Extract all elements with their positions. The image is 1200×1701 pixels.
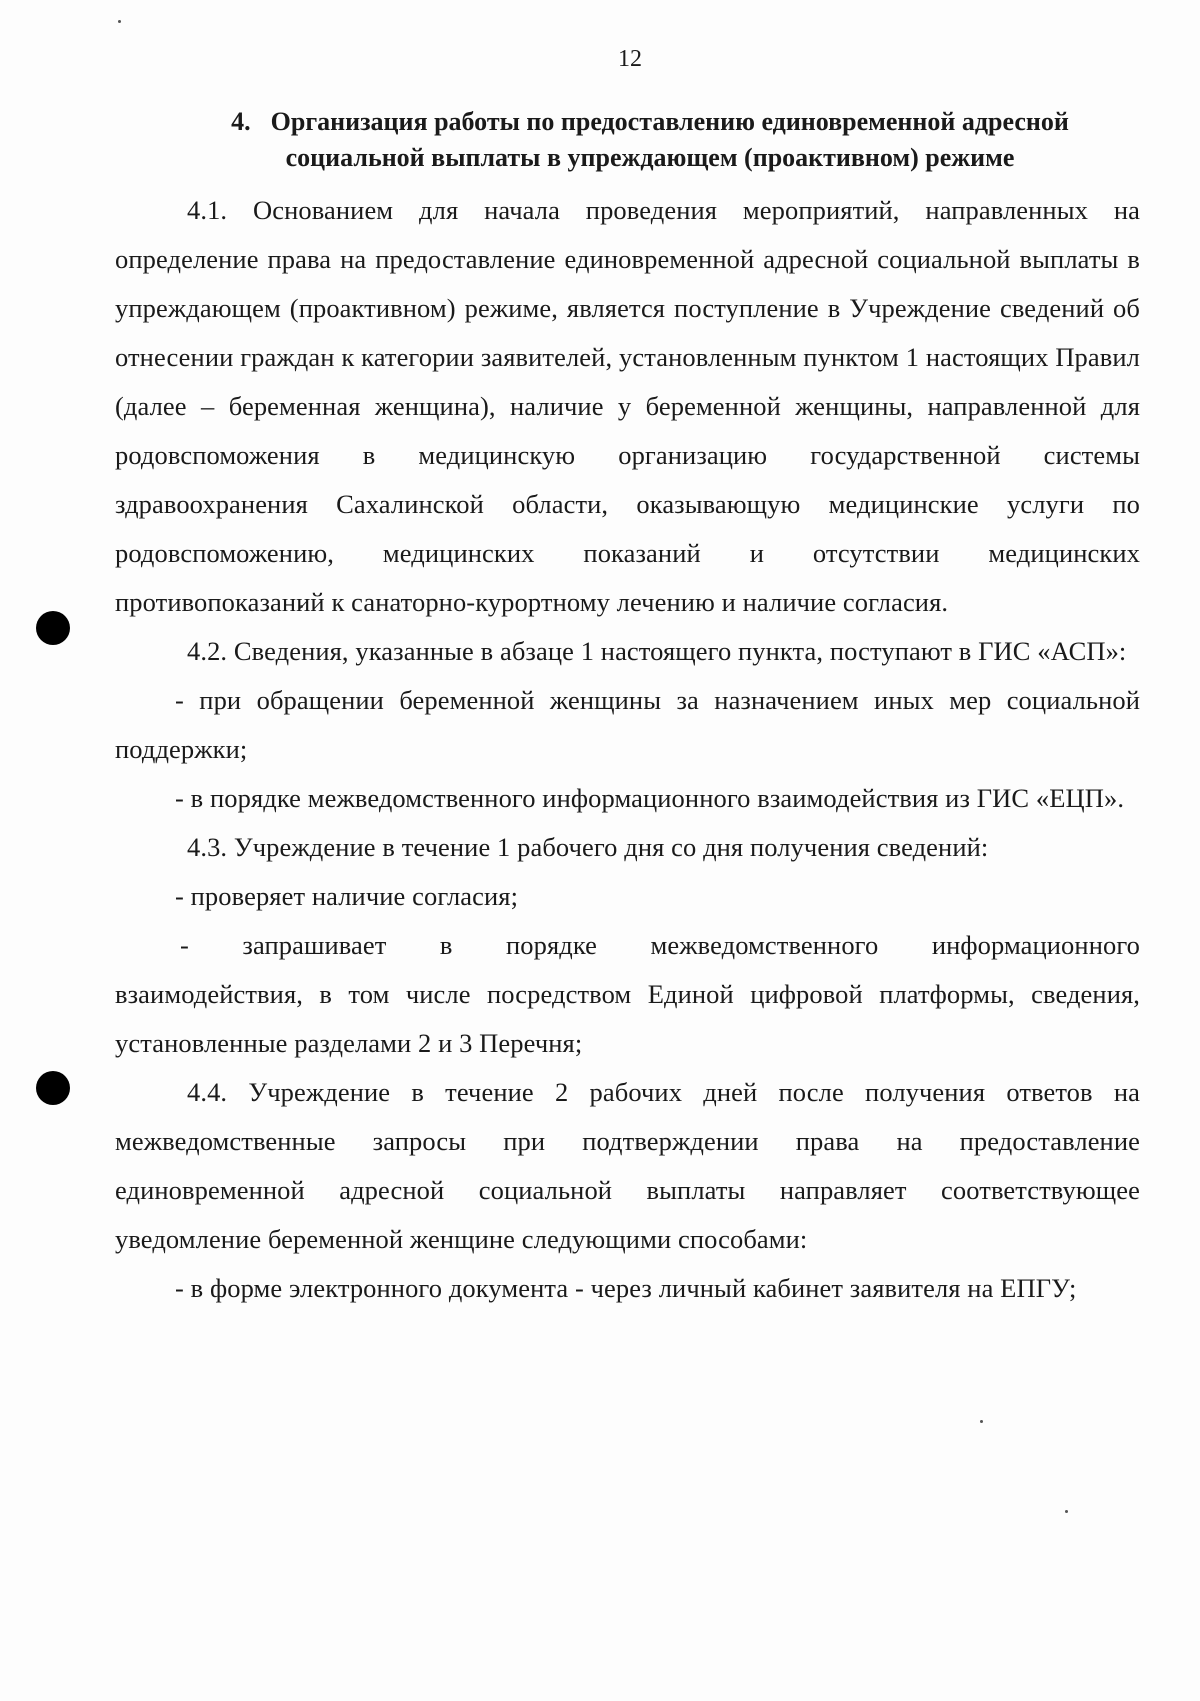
scan-speck [118,20,121,23]
word: - [180,930,189,960]
paragraph-4-2: 4.2. Сведения, указанные в абзаце 1 настоящего пункта, поступают в ГИС «АСП»: [187,636,1127,666]
section-title-line-1: Организация работы по предоставлению единовременной адресной [270,107,1069,136]
paragraph-4-4: 4.4. Учреждение в течение 2 рабочих дней после получения ответов на межведомственные запросы при подтверждении права на предоставление единовременной адресной социальной выплаты направляет соответствующее уведомление беременной женщине следующими способами: [115,1077,1140,1254]
paragraph-4-2-item-2: - в порядке межведомственного информационного взаимодействия из ГИС «ЕЦП». [175,783,1125,813]
section-title-line-2: социальной выплаты в упреждающем (проактивном) режиме [285,143,1015,172]
document-body [115,186,1140,1313]
paragraph-4-3-item-2-rest: взаимодействия, в том числе посредством Единой цифровой платформы, сведения, установленные разделами 2 и 3 Перечня; [115,979,1140,1058]
paragraph-4-2-item-1: - при обращении беременной женщины за назначением иных мер социальной поддержки; [115,685,1140,764]
paragraph-4-3-item-2-first-line [115,921,1140,970]
word: информационного [931,930,1140,960]
scan-speck [980,1420,983,1423]
section-heading-line-1 [170,104,1130,140]
section-heading [170,104,1130,176]
word: межведомственного [650,930,879,960]
paragraph-4-1: 4.1. Основанием для начала проведения мероприятий, направленных на определение права на предоставление единовременной адресной социальной выплаты в упреждающем (проактивном) режиме, является поступление в Учреждение сведений об отнесении граждан к категории заявителей, установленным пунктом 1 настоящих Правил (далее – беременная женщина), наличие у беременной женщины, направленной для родовспоможения в медицинскую организацию государственной системы здравоохранения Сахалинской области, оказывающую медицинские услуги по родовспоможению, медицинских показаний и отсутствии медицинских противопоказаний к санаторно-курортному лечению и наличие согласия. [115,195,1140,617]
page-number: 12 [618,46,642,72]
punch-hole-mark [36,611,70,645]
paragraph-4-3-item-1: - проверяет наличие согласия; [175,881,519,911]
paragraph-4-3: 4.3. Учреждение в течение 1 рабочего дня со дня получения сведений: [187,832,989,862]
word: порядке [506,930,598,960]
paragraph-4-4-item-1: - в форме электронного документа - через личный кабинет заявителя на ЕПГУ; [175,1273,1077,1303]
scan-speck [1065,1510,1068,1513]
section-number: 4. [231,107,251,136]
word: в [439,930,453,960]
punch-hole-mark [36,1071,70,1105]
word: запрашивает [242,930,387,960]
